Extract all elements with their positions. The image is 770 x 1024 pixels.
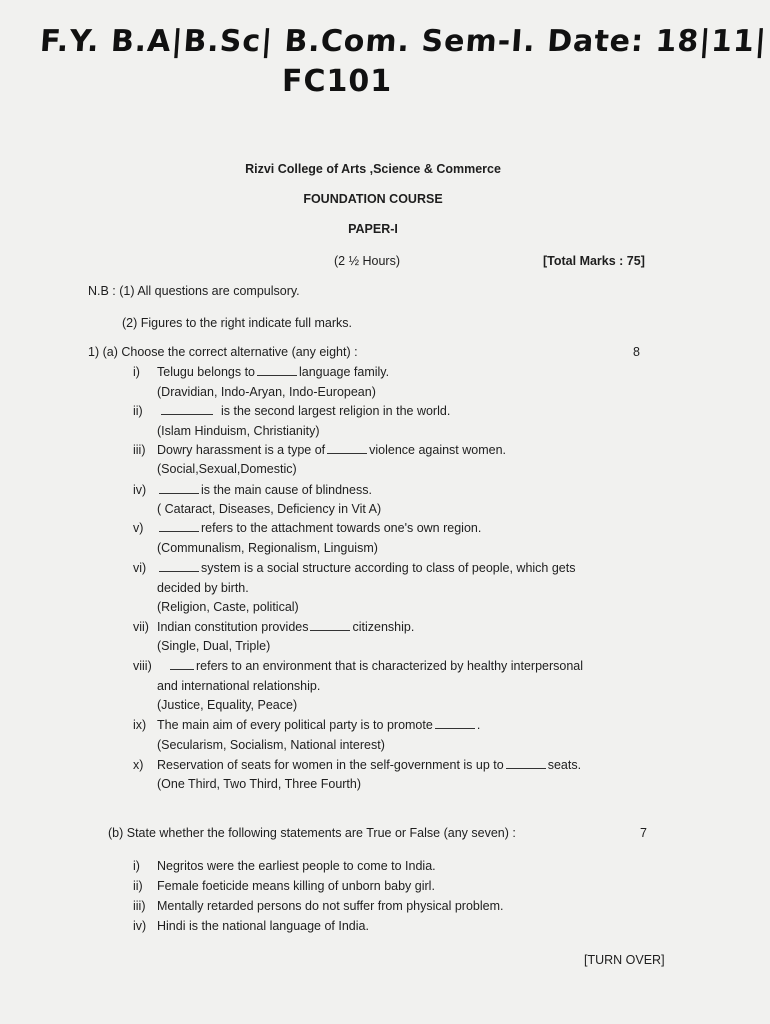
item-number: v) [133, 521, 144, 535]
nb-note-1: N.B : (1) All questions are compulsory. [88, 284, 300, 298]
college-name: Rizvi College of Arts ,Science & Commerce [245, 162, 501, 176]
question-item: Telugu belongs to language family. [157, 365, 390, 379]
question-item: The main aim of every political party is to promote . [157, 718, 481, 732]
question-item: is the second largest religion in the world. [157, 404, 450, 418]
handwritten-class-line: F.Y. B.A|B.Sc| B.Com. Sem-I. Date: 18|11| [38, 24, 769, 59]
question-options: (Secularism, Socialism, National interest) [157, 738, 385, 752]
question-options: (Single, Dual, Triple) [157, 639, 271, 653]
duration: (2 ½ Hours) [334, 254, 400, 268]
item-number: iii) [133, 443, 146, 457]
item-number: i) [133, 859, 140, 873]
question-options: (Justice, Equality, Peace) [157, 698, 298, 712]
question-continuation: decided by birth. [157, 581, 249, 595]
item-number: viii) [133, 659, 152, 673]
question-continuation: and international relationship. [157, 679, 321, 693]
nb-note-2: (2) Figures to the right indicate full marks. [122, 316, 352, 330]
item-number: ii) [133, 404, 143, 418]
question-item: Dowry harassment is a type of violence against women. [157, 443, 507, 457]
question-item: refers to the attachment towards one's own region. [157, 521, 481, 535]
paper-title: PAPER-I [348, 222, 398, 236]
item-number: x) [133, 758, 144, 772]
item-number: iv) [133, 919, 147, 933]
item-number: iv) [133, 483, 147, 497]
statement-item: Mentally retarded persons do not suffer from physical problem. [157, 899, 504, 913]
handwritten-paper-code: FC101 [282, 64, 393, 99]
question-options: (Dravidian, Indo-Aryan, Indo-European) [157, 385, 376, 399]
turn-over-note: [TURN OVER] [584, 953, 665, 967]
question-options: (Communalism, Regionalism, Linguism) [157, 541, 378, 555]
question-item: refers to an environment that is characterized by healthy interpersonal [168, 659, 583, 673]
question-item: is the main cause of blindness. [157, 483, 372, 497]
question-options: (One Third, Two Third, Three Fourth) [157, 777, 362, 791]
statement-item: Female foeticide means killing of unborn baby girl. [157, 879, 435, 893]
question-options: ( Cataract, Diseases, Deficiency in Vit A) [157, 502, 382, 516]
item-number: ii) [133, 879, 143, 893]
item-number: ix) [133, 718, 147, 732]
question-item: system is a social structure according to class of people, which gets [157, 561, 575, 575]
item-number: vii) [133, 620, 149, 634]
question-1b-marks: 7 [640, 826, 647, 840]
total-marks: [Total Marks : 75] [543, 254, 645, 268]
item-number: vi) [133, 561, 147, 575]
item-number: iii) [133, 899, 146, 913]
statement-item: Negritos were the earliest people to come to India. [157, 859, 436, 873]
item-number: i) [133, 365, 140, 379]
question-1a-label: 1) (a) Choose the correct alternative (any eight) : [88, 345, 358, 359]
question-item: Reservation of seats for women in the self-government is up to seats. [157, 758, 582, 772]
course-title: FOUNDATION COURSE [303, 192, 443, 206]
statement-item: Hindi is the national language of India. [157, 919, 369, 933]
question-1a-marks: 8 [633, 345, 640, 359]
question-1b-label: (b) State whether the following statements are True or False (any seven) : [108, 826, 516, 840]
question-options: (Islam Hinduism, Christianity) [157, 424, 320, 438]
question-item: Indian constitution provides citizenship. [157, 620, 415, 634]
question-options: (Social,Sexual,Domestic) [157, 462, 297, 476]
question-options: (Religion, Caste, political) [157, 600, 299, 614]
